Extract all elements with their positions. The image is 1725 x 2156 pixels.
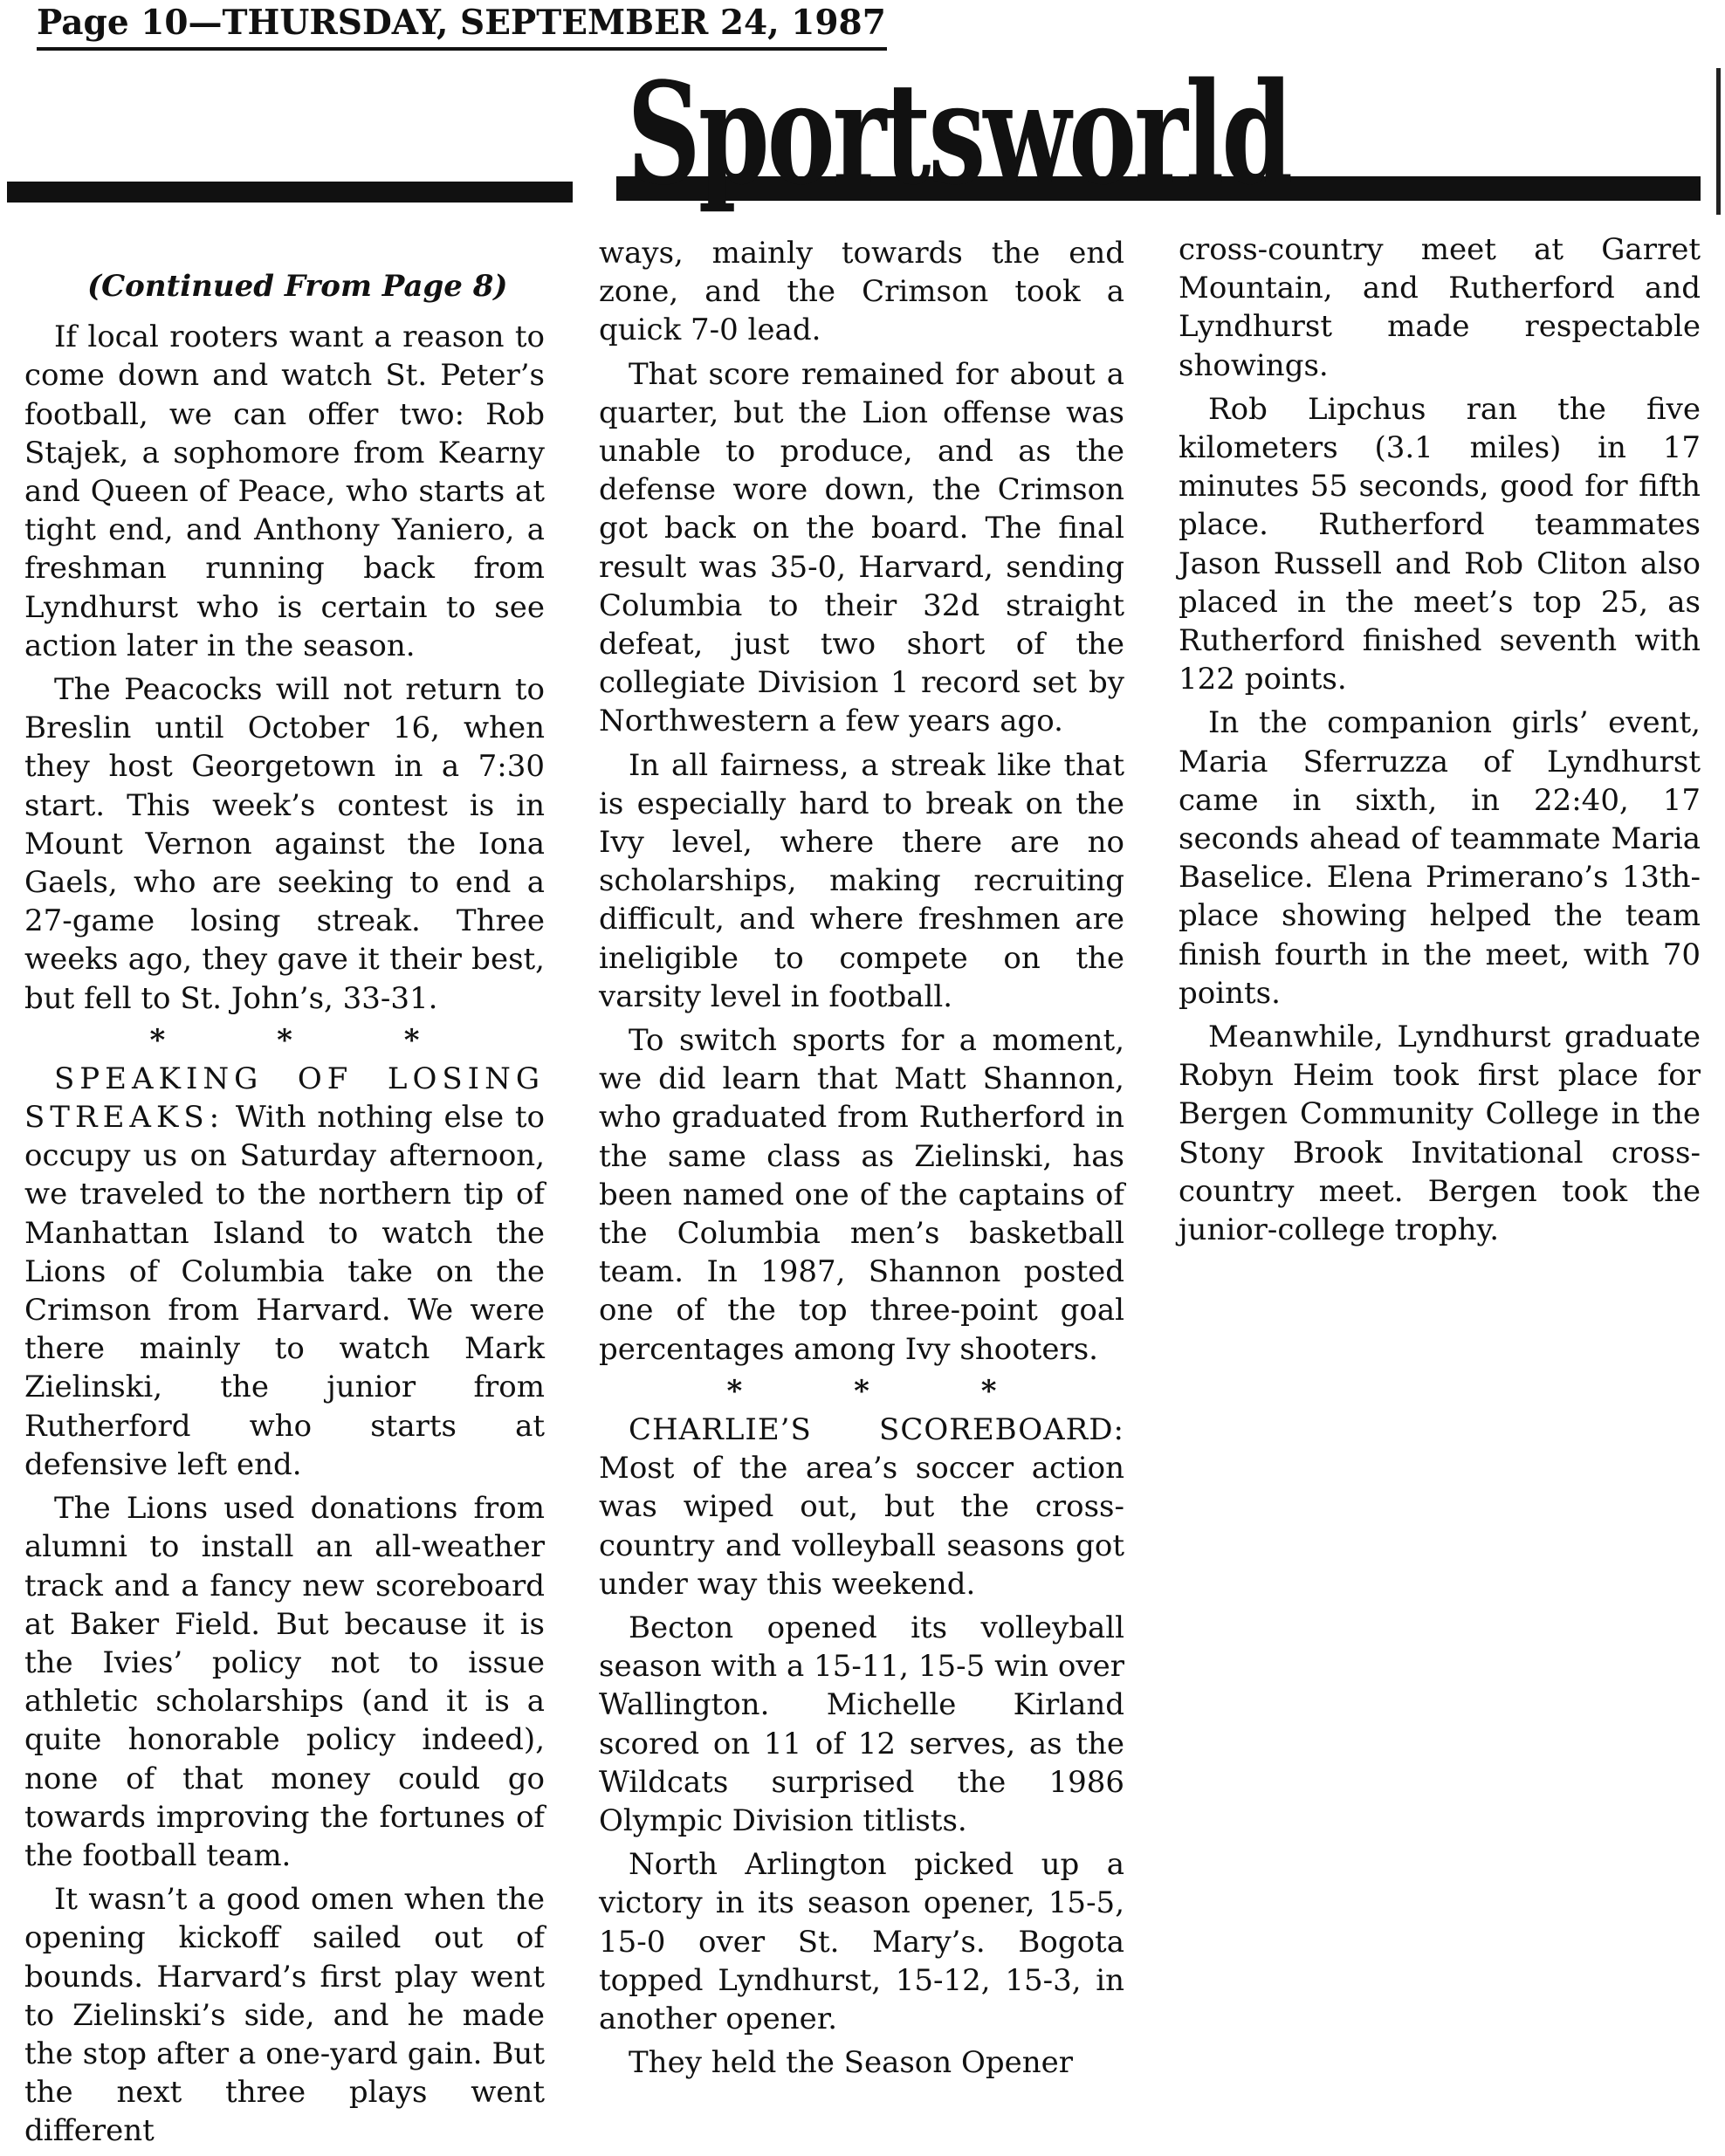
paragraph: To switch sports for a moment, we did learn that Matt Shannon, who graduated from Rutherford in the same class as Zielinski, has been named one of the captains of the Columbia men’s basketball team. In 1987, Shannon posted one of the top three-point goal percentages among Ivy shooters. [599,1023,1124,1367]
paragraph-with-heading [599,1411,1124,1603]
paragraph-text: Most of the area’s soccer action was wiped out, but the cross-country and volleyball seasons got under way this weekend. [599,1451,1124,1602]
paragraph: They held the Season Opener [629,2045,1074,2081]
run-in-heading: SPEAKING OF LOSING STREAKS: [24,1061,545,1136]
dateline-rule [37,47,887,51]
section-masthead: Sportsworld [627,51,1291,216]
paragraph: North Arlington picked up a victory in its season opener, 15-5, 15-0 over St. Mary’s. Bogota topped Lyndhurst, 15-12, 15-3, in another opener. [599,1847,1124,2036]
paragraph: Meanwhile, Lyndhurst graduate Robyn Heim took first place for Bergen Community College in the Stony Brook Invitational cross-country meet. Bergen took the junior-college trophy. [1179,1020,1701,1248]
article-column-2 [599,234,1124,2087]
run-in-heading: CHARLIE’S SCOREBOARD: [629,1411,1124,1447]
paragraph: Becton opened its volleyball season with a 15-11, 15-5 win over Wallington. Michelle Kirland scored on 11 of 12 serves, as the Wildcats surprised the 1986 Olympic Division titlists. [599,1610,1124,1838]
paragraph: The Lions used donations from alumni to install an all-weather track and a fancy new scoreboard at Baker Field. But because it is the Ivies’ policy not to issue athletic scholarships (and it is a quite honorable policy indeed), none of that money could go towards improving the fortunes of the football team. [24,1491,545,1873]
article-column-3 [1179,230,1701,1254]
page-edge-mark [1716,68,1721,215]
paragraph: In all fairness, a streak like that is especially hard to break on the Ivy level, where there are no scholarships, making recruiting difficult, and where freshmen are ineligible to compete on the varsity level in football. [599,747,1124,1014]
section-break-stars: * * * [149,1022,471,1058]
paragraph-continuation: ways, mainly towards the end zone, and the Crimson took a quick 7-0 lead. [599,236,1124,348]
paragraph-with-heading [24,1060,545,1484]
paragraph-continuation: cross-country meet at Garret Mountain, and Rutherford and Lyndhurst made respectable showings. [1179,232,1701,383]
paragraph: In the companion girls’ event, Maria Sferruzza of Lyndhurst came in sixth, in 22:40, 17 seconds ahead of teammate Maria Baselice. Elena Primerano’s 13th-place showing helped the team finish fourth in the meet, with 70 points. [1179,705,1701,1011]
continued-from-note: (Continued From Page 8) [87,269,508,304]
paragraph: That score remained for about a quarter, but the Lion offense was unable to produce, and as the defense wore down, the Crimson got back on the board. The final result was 35-0, Harvard, sending Columbia to their 32d straight defeat, just two short of the collegiate Division 1 record set by Northwestern a few years ago. [599,356,1124,739]
masthead-rule-left [7,182,573,203]
dateline: Page 10—THURSDAY, SEPTEMBER 24, 1987 [37,3,886,43]
paragraph: Rob Lipchus ran the five kilometers (3.1 miles) in 17 minutes 55 seconds, good for fifth place. Rutherford teammates Jason Russell and Rob Cliton also placed in the meet’s top 25, as Rutherford finished seventh with 122 points. [1179,391,1701,697]
paragraph: The Peacocks will not return to Breslin until October 16, when they host Georgetown in a 7:30 start. This week’s contest is in Mount Vernon against the Iona Gaels, who are seeking to end a 27-game losing streak. Three weeks ago, they gave it their best, but fell to St. John’s, 33-31. [24,672,545,1016]
paragraph-text: With nothing else to occupy us on Saturday afternoon, we traveled to the northern tip of Manhattan Island to watch the Lions of Columbia take on the Crimson from Harvard. We were there mainly to watch Mark Zielinski, the junior from Rutherford who starts at defensive left end. [24,1100,545,1482]
article-column-1 [24,232,545,2156]
paragraph: It wasn’t a good omen when the opening kickoff sailed out of bounds. Harvard’s first play went to Zielinski’s side, and he made the stop after a one-yard gain. But the next three plays went different [24,1882,545,2149]
paragraph: If local rooters want a reason to come down and watch St. Peter’s football, we can offer two: Rob Stajek, a sophomore from Kearny and Queen of Peace, who starts at tight end, and Anthony Yaniero, a freshman running back from Lyndhurst who is certain to see action later in the season. [24,319,545,663]
section-break-stars: * * * [726,1373,1048,1409]
